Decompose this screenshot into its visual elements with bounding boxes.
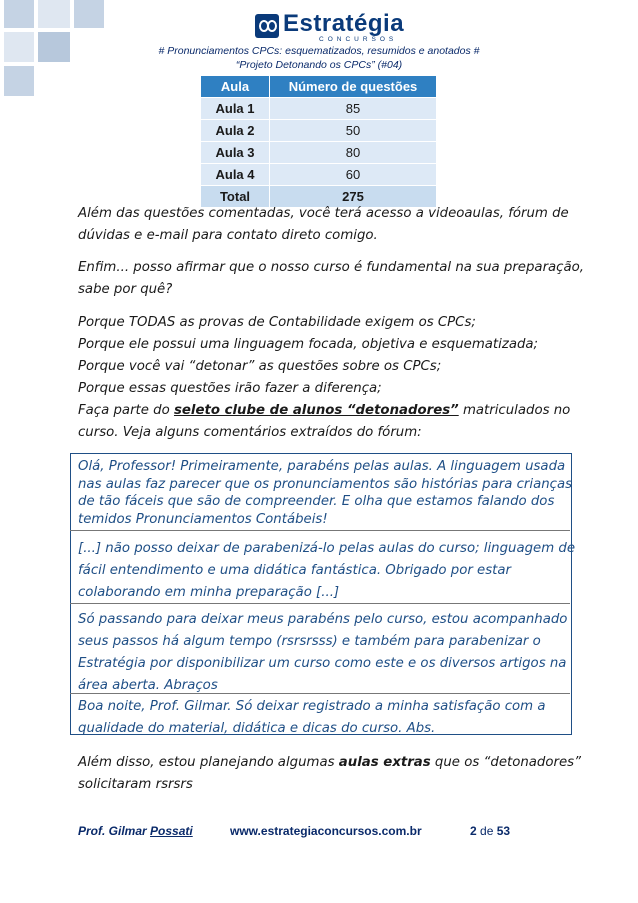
footer-author xyxy=(78,824,193,838)
text-line: [...] não posso deixar de parabenizá-lo pelas aulas do curso; linguagem de xyxy=(78,541,576,556)
text-fragment: Faça parte do xyxy=(78,403,174,418)
comment-divider xyxy=(70,603,570,604)
text-line: seus passos há algum tempo (rsrsrsss) e também para parabenizar o xyxy=(78,634,541,649)
text-fragment: que os “detonadores” xyxy=(430,755,581,770)
table-cell: 80 xyxy=(270,142,437,164)
text-line: dúvidas e e-mail para contato direto comigo. xyxy=(78,228,378,243)
paragraph-extras xyxy=(78,752,581,796)
table-cell: 275 xyxy=(270,186,437,208)
forum-comment xyxy=(78,538,576,604)
table-cell: Aula 3 xyxy=(201,142,270,164)
author-prefix: Prof. Gilmar xyxy=(78,824,151,838)
table-cell: 85 xyxy=(270,98,437,120)
text-line: Estratégia por disponibilizar um curso como este e os diversos artigos na xyxy=(78,656,567,671)
text-line: Olá, Professor! Primeiramente, parabéns pelas aulas. A linguagem usada xyxy=(78,459,566,474)
table-row xyxy=(201,164,437,186)
text-fragment: matriculados no xyxy=(458,403,571,418)
table-cell: Total xyxy=(201,186,270,208)
paragraph-join-club xyxy=(78,400,571,444)
text-line: Porque TODAS as provas de Contabilidade exigem os CPCs; xyxy=(78,315,476,330)
questions-table xyxy=(200,75,437,208)
text-fragment: Além disso, estou planejando algumas xyxy=(78,755,339,770)
text-line: temidos Pronunciamentos Contábeis! xyxy=(78,511,328,527)
comment-divider xyxy=(70,530,570,531)
text-line: de tão fáceis que são de compreender. E olha que estamos falando dos xyxy=(78,494,555,509)
paragraph-reasons xyxy=(78,312,561,400)
text-line: Além das questões comentadas, você terá acesso a videoaulas, fórum de xyxy=(78,206,569,221)
page-of: de xyxy=(480,824,494,838)
text-line: Enfim... posso afirmar que o nosso curso é fundamental na sua preparação, xyxy=(78,260,585,275)
forum-comment xyxy=(78,458,573,528)
text-line: nas aulas faz parecer que os pronunciamentos são histórias para crianças xyxy=(78,476,573,492)
paragraph-enfim xyxy=(78,257,585,301)
header-line-1: # Pronunciamentos CPCs: esquematizados, resumidos e anotados # xyxy=(158,45,480,57)
table-header-row xyxy=(201,76,437,98)
table-cell: Aula 4 xyxy=(201,164,270,186)
column-header: Aula xyxy=(201,76,270,98)
comment-divider xyxy=(70,693,570,694)
table-row xyxy=(201,98,437,120)
paragraph-resources xyxy=(78,203,569,247)
text-line xyxy=(78,400,571,422)
table-row xyxy=(201,142,437,164)
header-line-2: “Projeto Detonando os CPCs” (#04) xyxy=(235,59,403,71)
estrategia-logo xyxy=(255,10,415,44)
author-surname: Possati xyxy=(150,824,193,838)
text-line: Porque você vai “detonar” as questões sobre os CPCs; xyxy=(78,359,442,374)
table-cell: 60 xyxy=(270,164,437,186)
text-line: colaborando em minha preparação [...] xyxy=(78,585,340,600)
club-link[interactable]: seleto clube de alunos “detonadores” xyxy=(173,403,459,418)
text-line: Boa noite, Prof. Gilmar. Só deixar registrado a minha satisfação com a xyxy=(78,699,546,714)
column-header: Número de questões xyxy=(270,76,437,98)
logo-name: Estratégia xyxy=(283,10,405,37)
owl-icon xyxy=(255,14,279,38)
logo-subtitle: CONCURSOS xyxy=(319,36,398,43)
table-cell: 50 xyxy=(270,120,437,142)
table-cell: Aula 2 xyxy=(201,120,270,142)
footer-url[interactable]: www.estrategiaconcursos.com.br xyxy=(230,824,422,838)
text-line: solicitaram rsrsrs xyxy=(78,777,193,792)
page-total: 53 xyxy=(496,824,511,838)
text-line: área aberta. Abraços xyxy=(78,678,218,693)
text-line: fácil entendimento e uma didática fantástica. Obrigado por estar xyxy=(78,563,511,578)
text-line xyxy=(78,752,581,774)
text-line: sabe por quê? xyxy=(78,282,173,297)
text-fragment-bold: aulas extras xyxy=(338,755,431,770)
text-line: qualidade do material, didática e dicas do curso. Abs. xyxy=(78,721,436,736)
text-line: curso. Veja alguns comentários extraídos do fórum: xyxy=(78,425,422,440)
text-line: Só passando para deixar meus parabéns pelo curso, estou acompanhado xyxy=(78,612,568,627)
forum-comment xyxy=(78,609,568,697)
page-number xyxy=(470,824,510,838)
table-row xyxy=(201,120,437,142)
text-line: Porque ele possui uma linguagem focada, objetiva e esquematizada; xyxy=(78,337,539,352)
text-line: Porque essas questões irão fazer a diferença; xyxy=(78,381,382,396)
page-current: 2 xyxy=(470,824,477,838)
table-cell: Aula 1 xyxy=(201,98,270,120)
forum-comment xyxy=(78,696,562,740)
